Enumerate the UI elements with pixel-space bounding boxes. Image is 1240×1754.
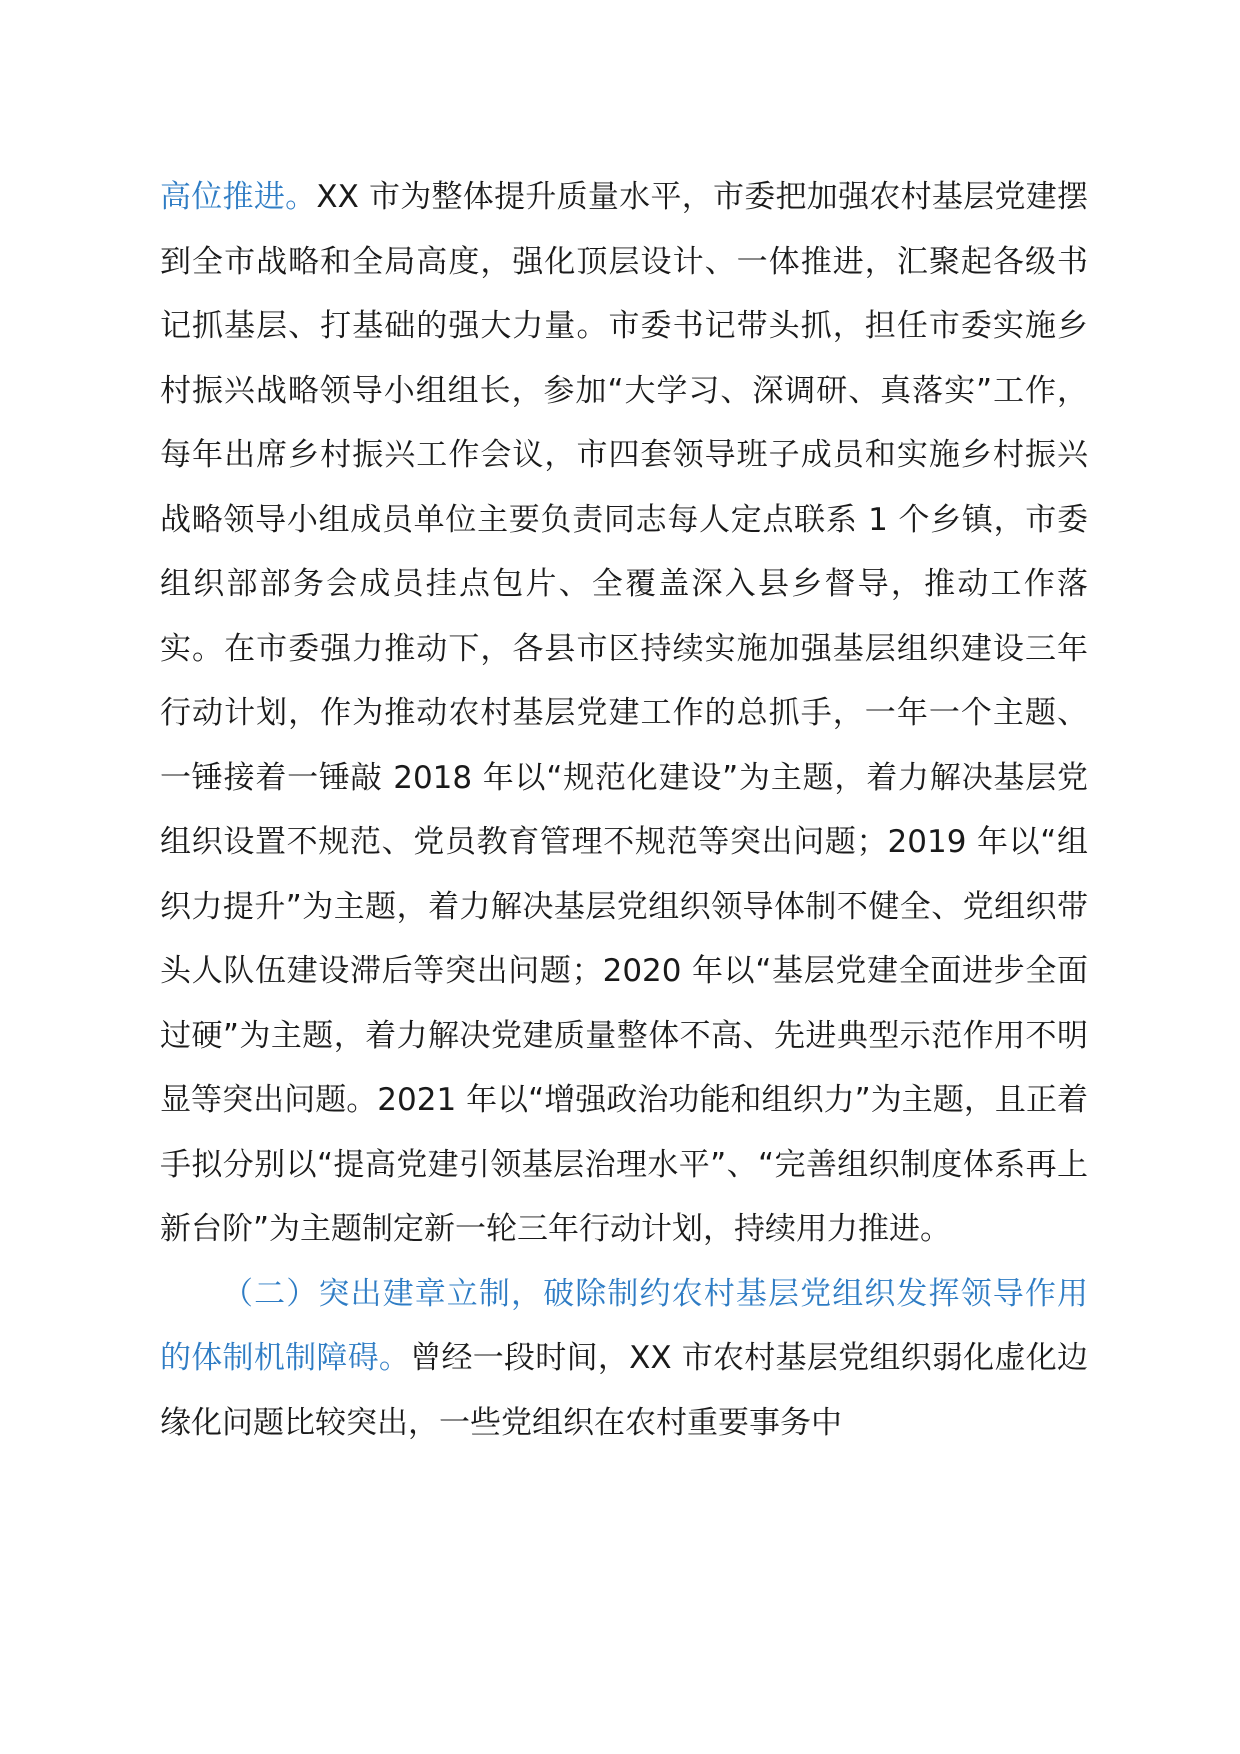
paragraph-2-body: 曾经一段时间，XX 市农村基层党组织弱化虚化边缘化问题比较突出，一些党组织在农村重要事务中: [160, 1340, 1089, 1441]
paragraph-1: [160, 165, 1088, 1262]
section-heading: （二）突出建章立制，破除制约农村基层党组织发挥领导作用的体制机制障碍。: [160, 1275, 1088, 1376]
document-page: [160, 165, 1088, 1455]
paragraph-1-body: XX 市为整体提升质量水平，市委把加强农村基层党建摆到全市战略和全局高度，强化顶层设计、一体推进，汇聚起各级书记抓基层、打基础的强大力量。市委书记带头抓，担任市委实施乡村振兴战略领导小组组长，参加“大学习、深调研、真落实”工作，每年出席乡村振兴工作会议，市四套领导班子成员和实施乡村振兴战略领导小组成员单位主要负责同志每人定点联系 1 个乡镇，市委组织部部务会成员挂点包片、全覆盖深入县乡督导，推动工作落实。在市委强力推动下，各县市区持续实施加强基层组织建设三年行动计划，作为推动农村基层党建工作的总抓手，一年一个主题、一锤接着一锤敲 2018 年以“规范化建设”为主题，着力解决基层党组织设置不规范、党员教育管理不规范等突出问题；2019 年以“组织力提升”为主题，着力解决基层党组织领导体制不健全、党组织带头人队伍建设滞后等突出问题；2020 年以“基层党建全面进步全面过硬”为主题，着力解决党建质量整体不高、先进典型示范作用不明显等突出问题。2021 年以“增强政治功能和组织力”为主题，且正着手拟分别以“提高党建引领基层治理水平”、“完善组织制度体系再上新台阶”为主题制定新一轮三年行动计划，持续用力推进。: [160, 179, 1089, 1247]
paragraph-2: [160, 1262, 1088, 1456]
paragraph-1-lead: 高位推进。: [160, 179, 317, 215]
